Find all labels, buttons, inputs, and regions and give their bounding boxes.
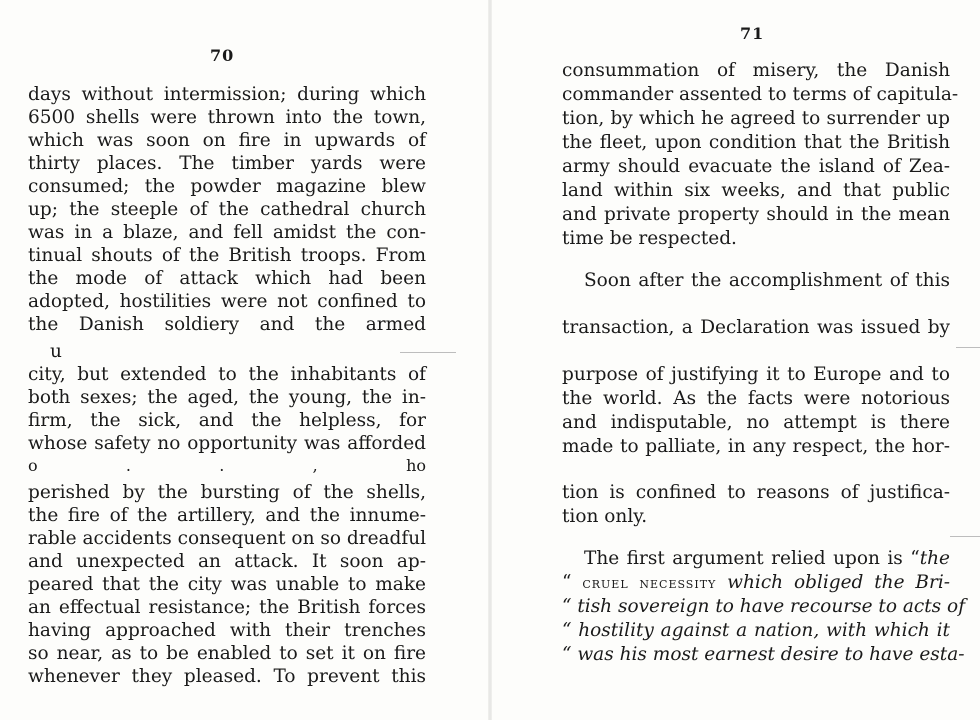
right-text-line: tion, by which he agreed to surrender up bbox=[562, 108, 950, 129]
right-text-line: tion is confined to reasons of justifica- bbox=[562, 482, 950, 503]
right-quote-line: “ tish sovereign to have recourse to acts of bbox=[562, 596, 966, 617]
left-text-line: having approached with their trenches bbox=[28, 620, 426, 641]
right-text-line: army should evacuate the island of Zea- bbox=[562, 156, 950, 177]
right-text-line: and private property should in the mean bbox=[562, 204, 950, 225]
left-text-line: tinual shouts of the British troops. From bbox=[28, 245, 426, 266]
left-text-line: the mode of attack which had been bbox=[28, 268, 426, 289]
right-text-line: the fleet, upon condition that the British bbox=[562, 132, 950, 153]
scan-artifact-rule bbox=[956, 347, 980, 348]
left-text-line: so near, as to be enabled to set it on fire bbox=[28, 643, 426, 664]
right-paragraph-start bbox=[584, 548, 950, 570]
right-text-line: time be respected. bbox=[562, 228, 737, 249]
left-text-line: the fire of the artillery, and the innume- bbox=[28, 505, 426, 526]
left-text-line: consumed; the powder magazine blew bbox=[28, 176, 426, 197]
right-quote-line bbox=[562, 572, 950, 594]
right-text-line: and indisputable, no attempt is there bbox=[562, 412, 950, 433]
right-page-number: 71 bbox=[740, 24, 765, 43]
right-text-line: the world. As the facts were notorious bbox=[562, 388, 950, 409]
right-text-line: made to palliate, in any respect, the hor- bbox=[562, 436, 950, 457]
right-text-line: consummation of misery, the Danish bbox=[562, 60, 950, 81]
left-text-line: which was soon on fire in upwards of bbox=[28, 130, 426, 151]
cruel-necessity-caps: cruel necessity bbox=[582, 574, 717, 592]
left-page-number: 70 bbox=[210, 46, 235, 65]
left-text-line: peared that the city was unable to make bbox=[28, 574, 426, 595]
right-paragraph-start: Soon after the accomplishment of this bbox=[584, 270, 950, 291]
left-text-line: days without intermission; during which bbox=[28, 84, 426, 105]
left-text-line: city, but extended to the inhabitants of bbox=[28, 364, 426, 385]
right-text-line: purpose of justifying it to Europe and to bbox=[562, 364, 950, 385]
left-text-line: thirty places. The timber yards were bbox=[28, 153, 426, 174]
right-quote-line: “ hostility against a nation, with which it bbox=[562, 620, 950, 641]
left-text-line: rable accidents consequent on so dreadful bbox=[28, 528, 427, 549]
left-text-fragment: o . . , ho bbox=[28, 456, 426, 475]
argument-intro: The first argument relied upon is “ bbox=[584, 548, 920, 569]
left-text-line: an effectual resistance; the British forces bbox=[28, 597, 426, 618]
right-quote-line: “ was his most earnest desire to have esta- bbox=[562, 644, 965, 665]
left-text-line: firm, the sick, and the helpless, for bbox=[28, 410, 426, 431]
right-text-line: tion only. bbox=[562, 506, 648, 527]
left-text-line: whose safety no opportunity was afforded bbox=[28, 433, 426, 454]
left-text-line: whenever they pleased. To prevent this bbox=[28, 666, 426, 687]
left-text-line: was in a blaze, and fell amidst the con- bbox=[28, 222, 426, 243]
left-text-line: 6500 shells were thrown into the town, bbox=[28, 107, 426, 128]
left-text-line: adopted, hostilities were not confined to bbox=[28, 291, 426, 312]
left-text-line: both sexes; the aged, the young, the in- bbox=[28, 387, 426, 408]
left-text-line: up; the steeple of the cathedral church bbox=[28, 199, 426, 220]
left-text-line: perished by the bursting of the shells, bbox=[28, 482, 426, 503]
scan-artifact-rule bbox=[400, 352, 456, 353]
right-text-line: land within six weeks, and that public bbox=[562, 180, 950, 201]
quote-continuation: which obliged the Bri- bbox=[716, 572, 950, 593]
left-text-fragment: u bbox=[50, 341, 62, 362]
right-page bbox=[490, 0, 980, 720]
right-text-line: transaction, a Declaration was issued by bbox=[562, 317, 950, 338]
left-text-line: and unexpected an attack. It soon ap- bbox=[28, 551, 426, 572]
quote-mark: “ bbox=[562, 572, 572, 593]
argument-intro-italic: the bbox=[919, 548, 950, 569]
scan-artifact-rule bbox=[950, 536, 980, 537]
right-text-line: commander assented to terms of capitula- bbox=[562, 84, 959, 105]
left-text-line: the Danish soldiery and the armed bbox=[28, 314, 426, 335]
